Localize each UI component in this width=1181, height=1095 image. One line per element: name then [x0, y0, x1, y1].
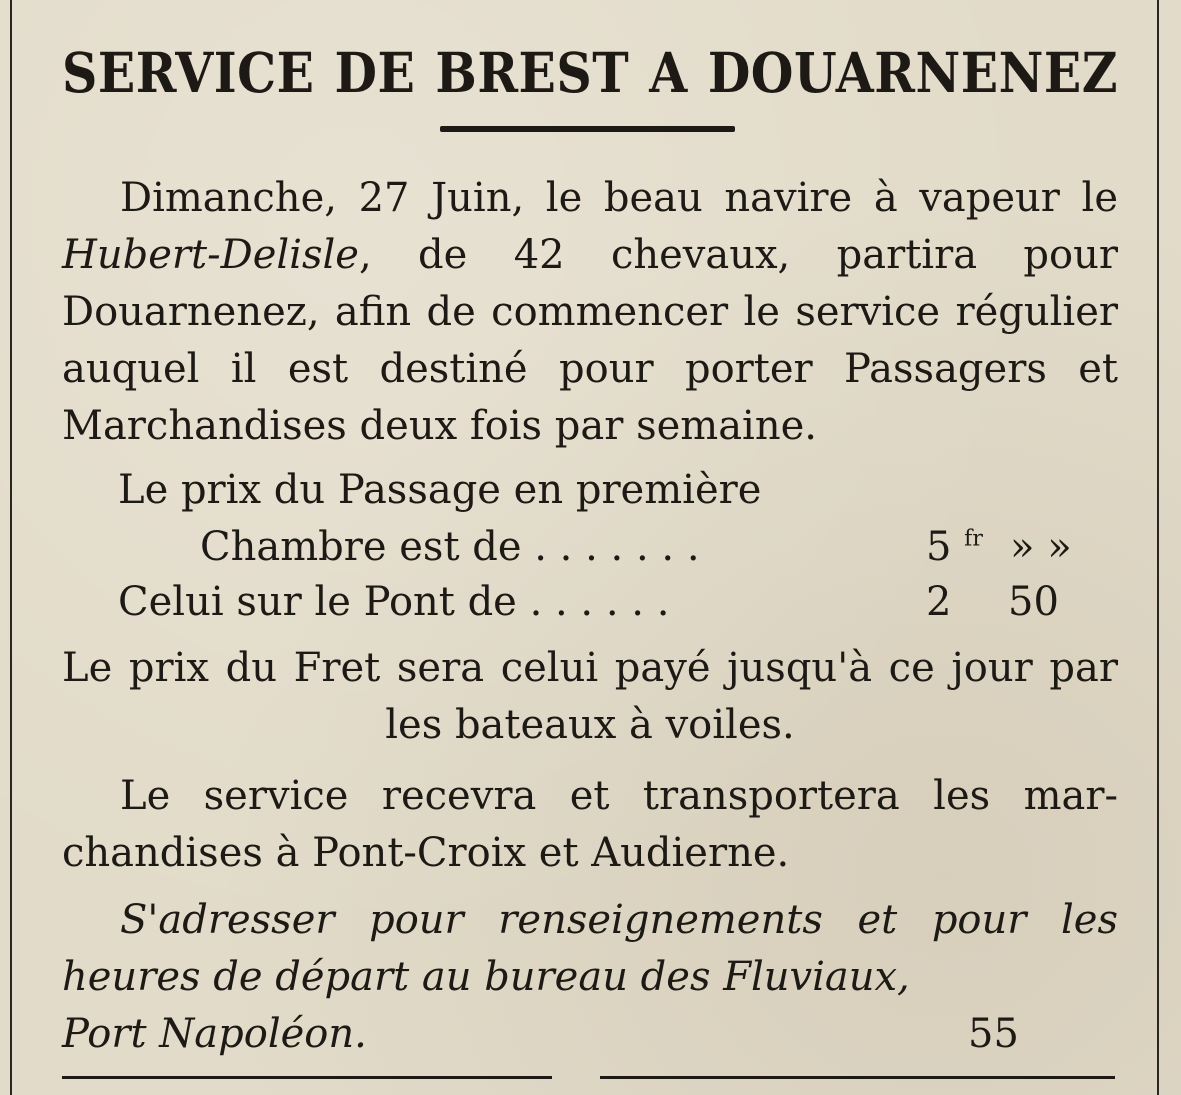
fare-label: Celui sur le Pont de . . . . . .	[118, 579, 670, 625]
fare-intro: Le prix du Passage en première	[118, 467, 762, 513]
ship-name: Hubert-Delisle	[62, 232, 359, 278]
contact-address: Port Napoléon.	[62, 1011, 367, 1057]
intro-text-before: Dimanche, 27 Juin, le beau navire à vapeur le	[120, 175, 1118, 221]
fare-francs	[926, 519, 983, 576]
freight-paragraph: Le prix du Fret sera celui payé jusqu'à ce jour par les bateaux à voiles.	[62, 645, 1118, 748]
fare-francs-value: 5	[926, 524, 952, 570]
bottom-rule-right	[600, 1076, 1115, 1079]
fare-label: Chambre est de . . . . . . .	[200, 524, 700, 570]
fare-row-pont	[118, 574, 1098, 631]
fare-centimes: 50	[1008, 579, 1059, 625]
fare-francs: 2	[926, 579, 952, 625]
column-rule-left	[10, 0, 12, 1095]
contact-paragraph: S'adresser pour renseignements et pour les heures de départ au bureau des Fluviaux,	[62, 897, 1118, 1000]
service-paragraph: Le service recevra et transportera les marchandises à Pont-Croix et Audierne.	[62, 773, 1118, 876]
column-rule-right	[1157, 0, 1159, 1095]
ad-number: 55	[968, 1011, 1019, 1057]
fare-centimes: » »	[1010, 524, 1072, 570]
headline-rule	[440, 126, 735, 132]
intro-text-after: , de 42 chevaux, partira pour Douarnenez, afin de commencer le service régulier auquel il est destiné pour porter Passagers et Marchandises deux fois par semaine.	[62, 232, 1118, 449]
fare-row-chambre	[200, 519, 1100, 576]
headline: SERVICE DE BREST A DOUARNENEZ	[62, 40, 1118, 106]
bottom-rule-left	[62, 1076, 552, 1079]
intro-paragraph	[62, 170, 1118, 455]
fare-unit: fr	[964, 526, 983, 552]
